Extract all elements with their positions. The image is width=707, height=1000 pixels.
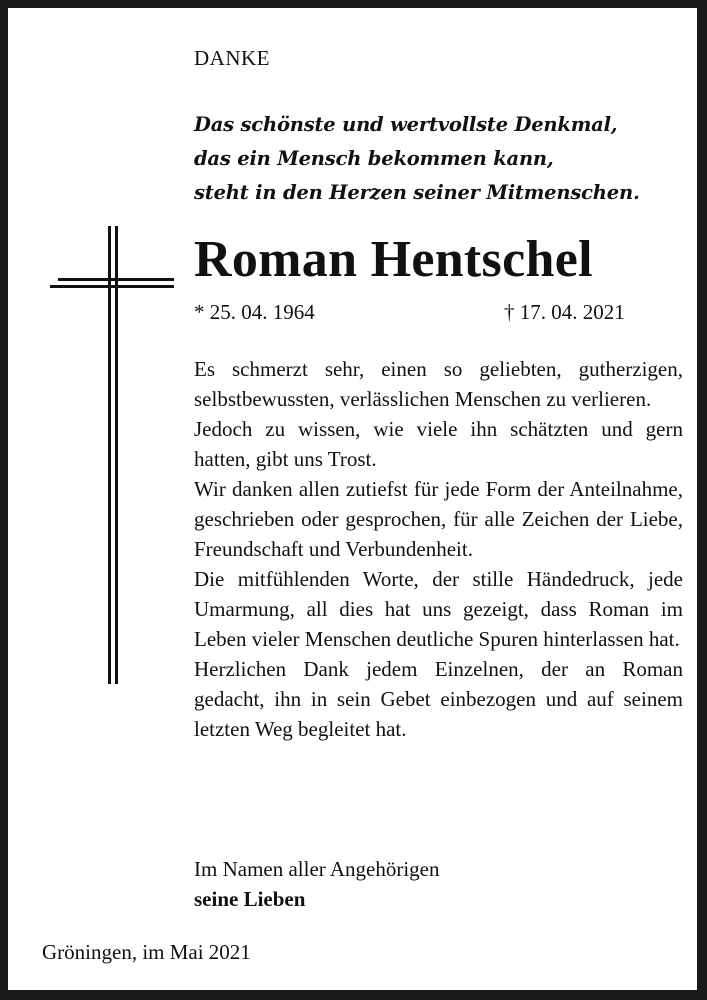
body-paragraph: Die mitfühlenden Worte, der stille Händedruck, jede Umarmung, all dies hat uns gezeigt, dass Roman im Leben vieler Menschen deutliche Spuren hinterlassen hat. xyxy=(194,567,683,651)
body-paragraph: Herzlichen Dank jedem Einzelnen, der an Roman gedacht, ihn in sein Gebet einbezogen und auf seinem letzten Weg begleitet hat. xyxy=(194,657,683,741)
quote-line: steht in den Herzen seiner Mitmenschen. xyxy=(194,181,640,204)
place-date: Gröningen, im Mai 2021 xyxy=(42,940,251,964)
signature: seine Lieben xyxy=(194,887,306,911)
memorial-quote xyxy=(194,108,664,210)
quote-line: Das schönste und wertvollste Denkmal, xyxy=(194,113,618,136)
deceased-name: Roman Hentschel xyxy=(194,231,593,288)
body-paragraph: Wir danken allen zutiefst für jede Form der Anteilnahme, geschrieben oder gesprochen, für alle Zeichen der Liebe, Freundschaft und Verbundenheit. xyxy=(194,477,683,561)
death-date: † 17. 04. 2021 xyxy=(504,300,625,324)
closing-line: Im Namen aller Angehörigen xyxy=(194,857,440,881)
body-paragraph: Es schmerzt sehr, einen so geliebten, gutherzigen, selbstbewussten, verlässlichen Menschen zu verlieren. xyxy=(194,357,683,411)
cross-icon xyxy=(50,226,178,684)
quote-line: das ein Mensch bekommen kann, xyxy=(194,147,554,170)
closing-block xyxy=(194,854,440,914)
obituary-notice xyxy=(8,8,697,990)
body-paragraph: Jedoch zu wissen, wie viele ihn schätzten und gern hatten, gibt uns Trost. xyxy=(194,417,683,471)
notice-heading: DANKE xyxy=(194,46,270,70)
birth-date: * 25. 04. 1964 xyxy=(194,300,315,324)
notice-body xyxy=(194,354,683,744)
